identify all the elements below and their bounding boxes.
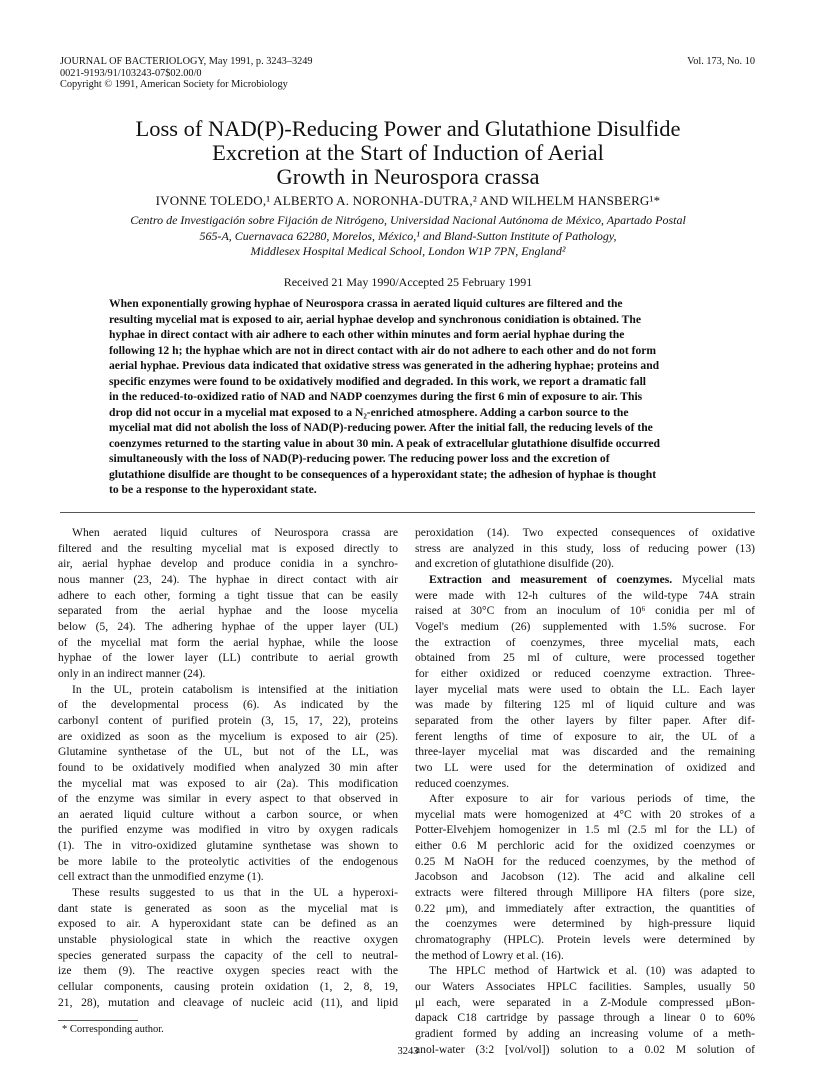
abstract-line: simultaneously with the loss of NAD(P)-reducing power. The reducing power loss and the excretion of [109,452,610,465]
text-line: for either oxidized or reduced coenzyme extraction. Three- [415,666,755,680]
text-line: of the developmental process (6). As indicated by the [58,698,398,712]
text-line: hyphae of the lower layer (LL) contribute to aerial growth [58,651,398,665]
section-heading: Extraction and measurement of coenzymes. [429,572,673,586]
text-line: cell extract than the unmodified enzyme (1). [58,870,264,884]
affiliations [40,213,776,260]
text-line: anol-water (3:2 [vol/vol]) solution to a 0.02 M solution of [415,1042,755,1056]
journal-header [60,56,313,91]
text-line: adhere to each other, forming a tight tissue that can be easily [58,588,398,602]
section-divider [60,512,755,513]
text-line: mycelial mats were homogenized at 4°C with 20 strokes of a [415,807,755,821]
title-line: Loss of NAD(P)-Reducing Power and Glutathione Disulfide [135,116,681,141]
text-line: of the enzyme was similar in every aspect to that observed in [58,792,398,806]
article-title [40,117,776,189]
text-line: chromatography (HPLC). Protein levels were determined by [415,933,755,947]
text-line: When aerated liquid cultures of Neurospora crassa are [72,526,398,539]
text-line: 0.22 μm), and immediately after extraction, the quantities of [415,901,755,915]
text-line: raised at 30°C from an inoculum of 10⁶ conidia per ml of [415,604,755,618]
text-line: the mycelial mat was exposed to air (2a). This modification [58,776,398,790]
text-line: The HPLC method of Hartwick et al. (10) was adapted to [429,964,755,978]
page-number: 3243 [397,1046,419,1057]
text-line: ize them (9). The reactive oxygen species react with the [58,964,398,978]
copyright-line: Copyright © 1991, American Society for Microbiology [60,79,288,91]
text-line: cellular components, causing protein oxidation (1, 2, 8, 19, [58,980,398,994]
text-line: two LL were used for the determination of oxidized and [415,760,755,774]
text-line: μl each, were separated in a Z-Module compressed μBon- [415,995,755,1009]
text-line: filtered and the resulting mycelial mat is exposed directly to [58,541,398,555]
abstract-line: specific enzymes were found to be oxidatively modified and degraded. In this work, we report a dramatic fall [109,374,647,388]
text-line: species generated surpass the capacity of the cell to neutral- [58,948,398,962]
footnote: * Corresponding author. [62,1024,164,1035]
text-line: 0.25 M NaOH for the reduced coenzymes, by the method of [415,854,755,868]
abstract-line: drop did not occur in a mycelial mat exposed to a N₂-enriched atmosphere. Adding a carbon source to the [109,405,629,419]
title-line: Growth in Neurospora crassa [276,164,540,189]
text-line: the extraction of coenzymes, three mycelial mats, each [415,635,755,649]
text-line: air, aerial hyphae develop and produce conidia in a synchro- [58,557,398,571]
journal-citation: JOURNAL OF BACTERIOLOGY, May 1991, p. 3243–3249 [60,56,313,67]
text-line: dapack C18 cartridge by passage through a linear 0 to 60% [415,1011,755,1025]
body-column-left [58,525,398,1010]
text-line: the method of Lowry et al. (16). [415,948,564,962]
text-line: 21, 28), mutation and cleavage of nucleic acid (11), and lipid [58,995,398,1009]
text-line: was made by filtering 125 ml of liquid culture and was [415,698,755,712]
text-line: were made with 12-h cultures of the wild-type 74A strain [415,588,755,602]
text-line: are oxidized as soon as the mycelium is exposed to air (25). [58,729,398,743]
text-line: After exposure to air for various periods of time, the [429,792,755,806]
abstract-line: following 12 h; the hyphae which are not in direct contact with air do not adhere to each other and do not form [109,343,657,357]
text-line: Vogel's medium (26) supplemented with 1.5% sucrose. For [415,619,755,633]
text-line: In the UL, protein catabolism is intensified at the initiation [72,682,398,696]
text-line: and excretion of glutathione disulfide (20). [415,557,614,571]
text-line: three-layer mycelial mat was discarded and the remaining [415,745,755,759]
text-line: extracts were filtered through Millipore HA filters (pore size, [415,886,755,900]
text-line: separated from the aerial hyphae and the loose mycelia [58,604,398,618]
text-line: reduced coenzymes. [415,776,509,790]
abstract-line: mycelial mat did not abolish the loss of NAD(P)-reducing power. After the initial fall, the reducing levels of the [109,421,653,434]
text-line: an aerated liquid culture without a carbon source, or when [58,807,398,821]
text-line: the coenzymes were determined by high-pressure liquid [415,917,755,931]
affiliation-line: Centro de Investigación sobre Fijación de Nitrógeno, Universidad Nacional Autónoma de México, Apartado Postal [130,213,686,227]
text-line: our Waters Associates HPLC facilities. Samples, usually 50 [415,980,755,994]
text-line: obtained from 25 ml of culture, were processed together [415,651,755,665]
text-line: separated from the other layers by filter paper. After dif- [415,713,755,727]
text-line: the purified enzyme was modified in vitro by oxygen radicals [58,823,398,837]
text-line: either 0.6 M perchloric acid for the oxidized coenzymes or [415,839,755,853]
received-dates: Received 21 May 1990/Accepted 25 February 1991 [283,275,533,289]
text-line: peroxidation (14). Two expected consequences of oxidative [415,526,755,539]
abstract-line: in the reduced-to-oxidized ratio of NAD and NADP coenzymes during the first 6 min of exposure to air. This [109,390,643,403]
abstract-line: coenzymes returned to the starting value in about 30 min. A peak of extracellular glutathione disulfide occurred [109,436,661,450]
abstract-line: aerial hyphae. Previous data indicated that oxidative stress was generated in the adhering hyphae; proteins and [109,359,660,372]
text-line: gradient formed by adding an increasing volume of a meth- [415,1027,755,1040]
text-line: unstable physiological state in which the reactive oxygen [58,933,398,947]
text-line: below (5, 24). The adhering hyphae of the upper layer (UL) [58,619,398,633]
abstract-line: hyphae in direct contact with air adhere to each other within minutes and form aerial hyphae during the [109,328,625,341]
text-line: dant state is generated as soon as the mycelial mat is [58,901,398,915]
abstract [109,296,715,498]
affiliation-line: Middlesex Hospital Medical School, London W1P 7PN, England² [250,244,566,258]
text-line: found to be oxidatively modified when analyzed 30 min after [58,760,398,774]
text-line: carbonyl content of purified protein (3, 15, 17, 22), proteins [58,713,398,727]
text-line: of the mycelial mat form the aerial hyphae, while the loose [58,635,398,649]
affiliation-line: 565-A, Cuernavaca 62280, Morelos, México,¹ and Bland-Sutton Institute of Pathology, [199,228,617,243]
text-line: Potter-Elvehjem homogenizer in 1.5 ml (2.5 ml for the LL) of [415,823,755,837]
text-line: be more labile to the proteolytic activities of the endogenous [58,854,398,868]
abstract-line: glutathione disulfide are thought to be consequences of a hyperoxidant state; the adhesion of hyphae is thought [109,467,657,481]
text-line: (1). The in vitro-oxidized glutamine synthetase was shown to [58,839,398,853]
text-line: exposed to air. A hyperoxidant state can be defined as an [58,917,398,931]
text-line: ferent lengths of time of exposure to air, the UL of a [415,729,755,743]
abstract-line: When exponentially growing hyphae of Neurospora crassa in aerated liquid cultures are filtered and the [109,297,623,310]
journal-code: 0021-9193/91/103243-07$02.00/0 [60,67,202,79]
body-column-right [415,525,755,1057]
abstract-line: resulting mycelial mat is exposed to air, aerial hyphae develop and synchronous conidiation is obtained. The [109,312,641,326]
footnote-divider [58,1020,138,1021]
text-line: Extraction and measurement of coenzymes. Mycelial mats [429,572,755,586]
text-line: Jacobson and Jacobson (12). The acid and alkaline cell [415,870,755,884]
text-line: stress are analyzed in this study, loss of reducing power (13) [415,541,755,555]
text-line: layer mycelial mats were used to obtain the LL. Each layer [415,682,755,696]
text-line: only in an indirect manner (24). [58,666,206,680]
text-line: nous manner (23, 24). The hyphae in direct contact with air [58,572,398,586]
title-line: Excretion at the Start of Induction of Aerial [212,140,604,165]
abstract-line: to be a response to the hyperoxidant state. [109,483,317,496]
text-line: Glutamine synthetase of the UL, but not of the LL, was [58,745,398,759]
volume-number: Vol. 173, No. 10 [687,56,755,67]
author-list: IVONNE TOLEDO,¹ ALBERTO A. NORONHA-DUTRA,² AND WILHELM HANSBERG¹* [155,193,661,208]
text-line: These results suggested to us that in the UL a hyperoxi- [72,886,398,900]
